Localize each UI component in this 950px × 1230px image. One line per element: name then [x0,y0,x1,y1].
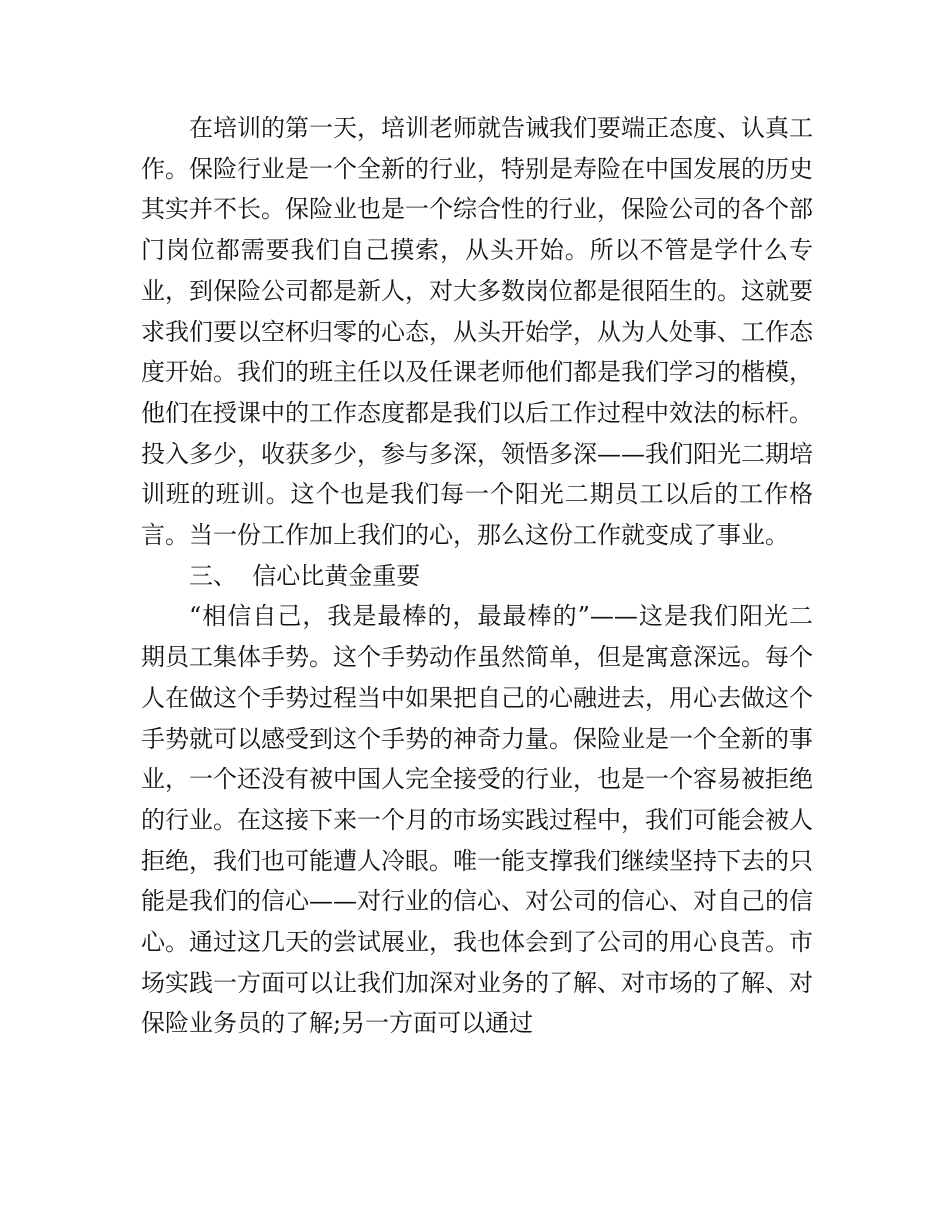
section-heading-confidence: 三、 信心比黄金重要 [189,561,421,590]
document-body [141,108,813,1044]
paragraph-confidence: “相信自己，我是最棒的，最最棒的”——这是我们阳光二期员工集体手势。这个手势动作虽然简单，但是寓意深远。每个人在做这个手势过程当中如果把自己的心融进去，用心去做这个手势就可以感受到这个手势的神奇力量。保险业是一个全新的事业，一个还没有被中国人完全接受的行业，也是一个容易被拒绝的行业。在这接下来一个月的市场实践过程中，我们可能会被人拒绝，我们也可能遭人冷眼。唯一能支撑我们继续坚持下去的只能是我们的信心——对行业的信心、对公司的信心、对自己的信心。通过这几天的尝试展业，我也体会到了公司的用心良苦。市场实践一方面可以让我们加深对业务的了解、对市场的了解、对保险业务员的了解;另一方面可以通过 [141,602,813,1038]
paragraph-training-attitude: 在培训的第一天，培训老师就告诫我们要端正态度、认真工作。保险行业是一个全新的行业，特别是寿险在中国发展的历史其实并不长。保险业也是一个综合性的行业，保险公司的各个部门岗位都需要我们自己摸索，从头开始。所以不管是学什么专业，到保险公司都是新人，对大多数岗位都是很陌生的。这就要求我们要以空杯归零的心态，从头开始学，从为人处事、工作态度开始。我们的班主任以及任课老师他们都是我们学习的楷模，他们在授课中的工作态度都是我们以后工作过程中效法的标杆。投入多少，收获多少，参与多深，领悟多深——我们阳光二期培训班的班训。这个也是我们每一个阳光二期员工以后的工作格言。当一份工作加上我们的心，那么这份工作就变成了事业。 [141,114,813,550]
